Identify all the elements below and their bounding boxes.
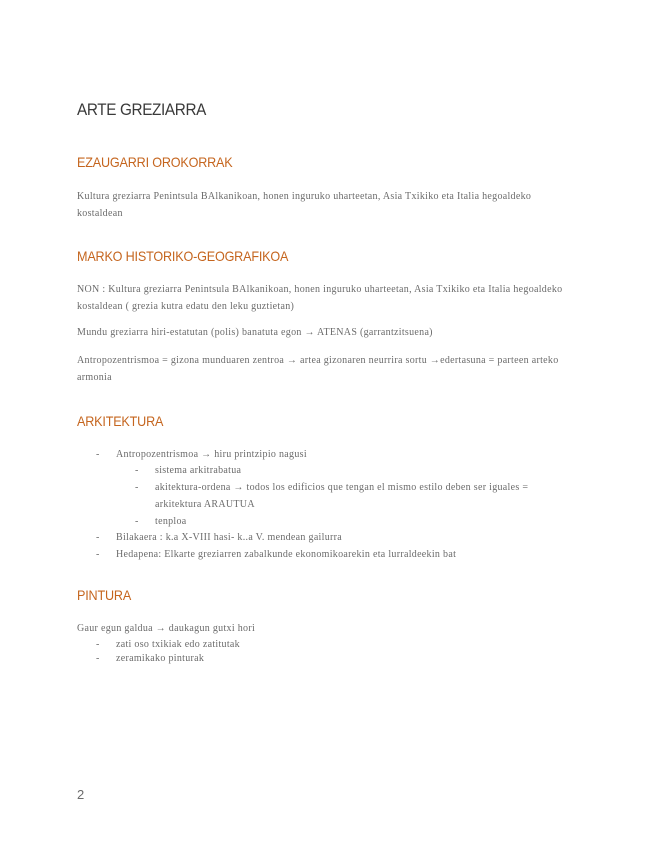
bullet-dash: -	[96, 449, 100, 460]
paragraph-marko-antropozentrismoa: Antropozentrismoa = gizona munduaren zentroa → artea gizonaren neurrira sortu →edertasuna = parteen arteko armonia	[77, 355, 559, 383]
bullet-dash: -	[96, 639, 100, 650]
bullet-dash: -	[135, 465, 139, 476]
bullet-dash: -	[135, 516, 139, 527]
list-item-pintura-2: zeramikako pinturak	[116, 653, 205, 664]
heading-arkitektura: ARKITEKTURA	[77, 413, 164, 429]
list-item-arkitektura-1: Antropozentrismoa → hiru printzipio nagusi	[116, 449, 307, 460]
bullet-dash: -	[135, 482, 139, 493]
page-title: ARTE GREZIARRA	[77, 100, 207, 119]
bullet-dash: -	[96, 549, 100, 560]
sub-item-sistema: sistema arkitrabatua	[155, 465, 242, 476]
heading-ezaugarri: EZAUGARRI OROKORRAK	[77, 154, 233, 170]
paragraph-marko-polis: Mundu greziarra hiri-estatutan (polis) banatuta egon → ATENAS (garrantzitsuena)	[77, 327, 433, 338]
heading-pintura: PINTURA	[77, 587, 132, 603]
sub-item-tenploa: tenploa	[155, 516, 187, 527]
paragraph-pintura: Gaur egun galdua → daukagun gutxi hori	[77, 623, 256, 634]
page-number: 2	[77, 787, 85, 802]
bullet-dash: -	[96, 532, 100, 543]
list-item-arkitektura-3: Hedapena: Elkarte greziarren zabalkunde ekonomikoarekin eta lurraldeekin bat	[116, 549, 457, 560]
bullet-dash: -	[96, 653, 100, 664]
list-item-pintura-1: zati oso txikiak edo zatitutak	[116, 639, 240, 650]
paragraph-marko-non: NON : Kultura greziarra Penintsula BAlkanikoan, honen inguruko uharteetan, Asia Txikiko eta Italia hegoaldeko kostaldean ( grezia kutra edatu den leku guztietan)	[77, 284, 563, 312]
sub-item-akitektura-ordena: akitektura-ordena → todos los edificios que tengan el mismo estilo deben ser iguales = arkitektura ARAUTUA	[155, 482, 529, 510]
paragraph-ezaugarri: Kultura greziarra Penintsula BAlkanikoan, honen inguruko uharteetan, Asia Txikiko eta Italia hegoaldeko kostaldean	[77, 191, 532, 219]
heading-marko: MARKO HISTORIKO-GEOGRAFIKOA	[77, 248, 289, 264]
list-item-arkitektura-2: Bilakaera : k.a X-VIII hasi- k..a V. mendean gailurra	[116, 532, 343, 543]
